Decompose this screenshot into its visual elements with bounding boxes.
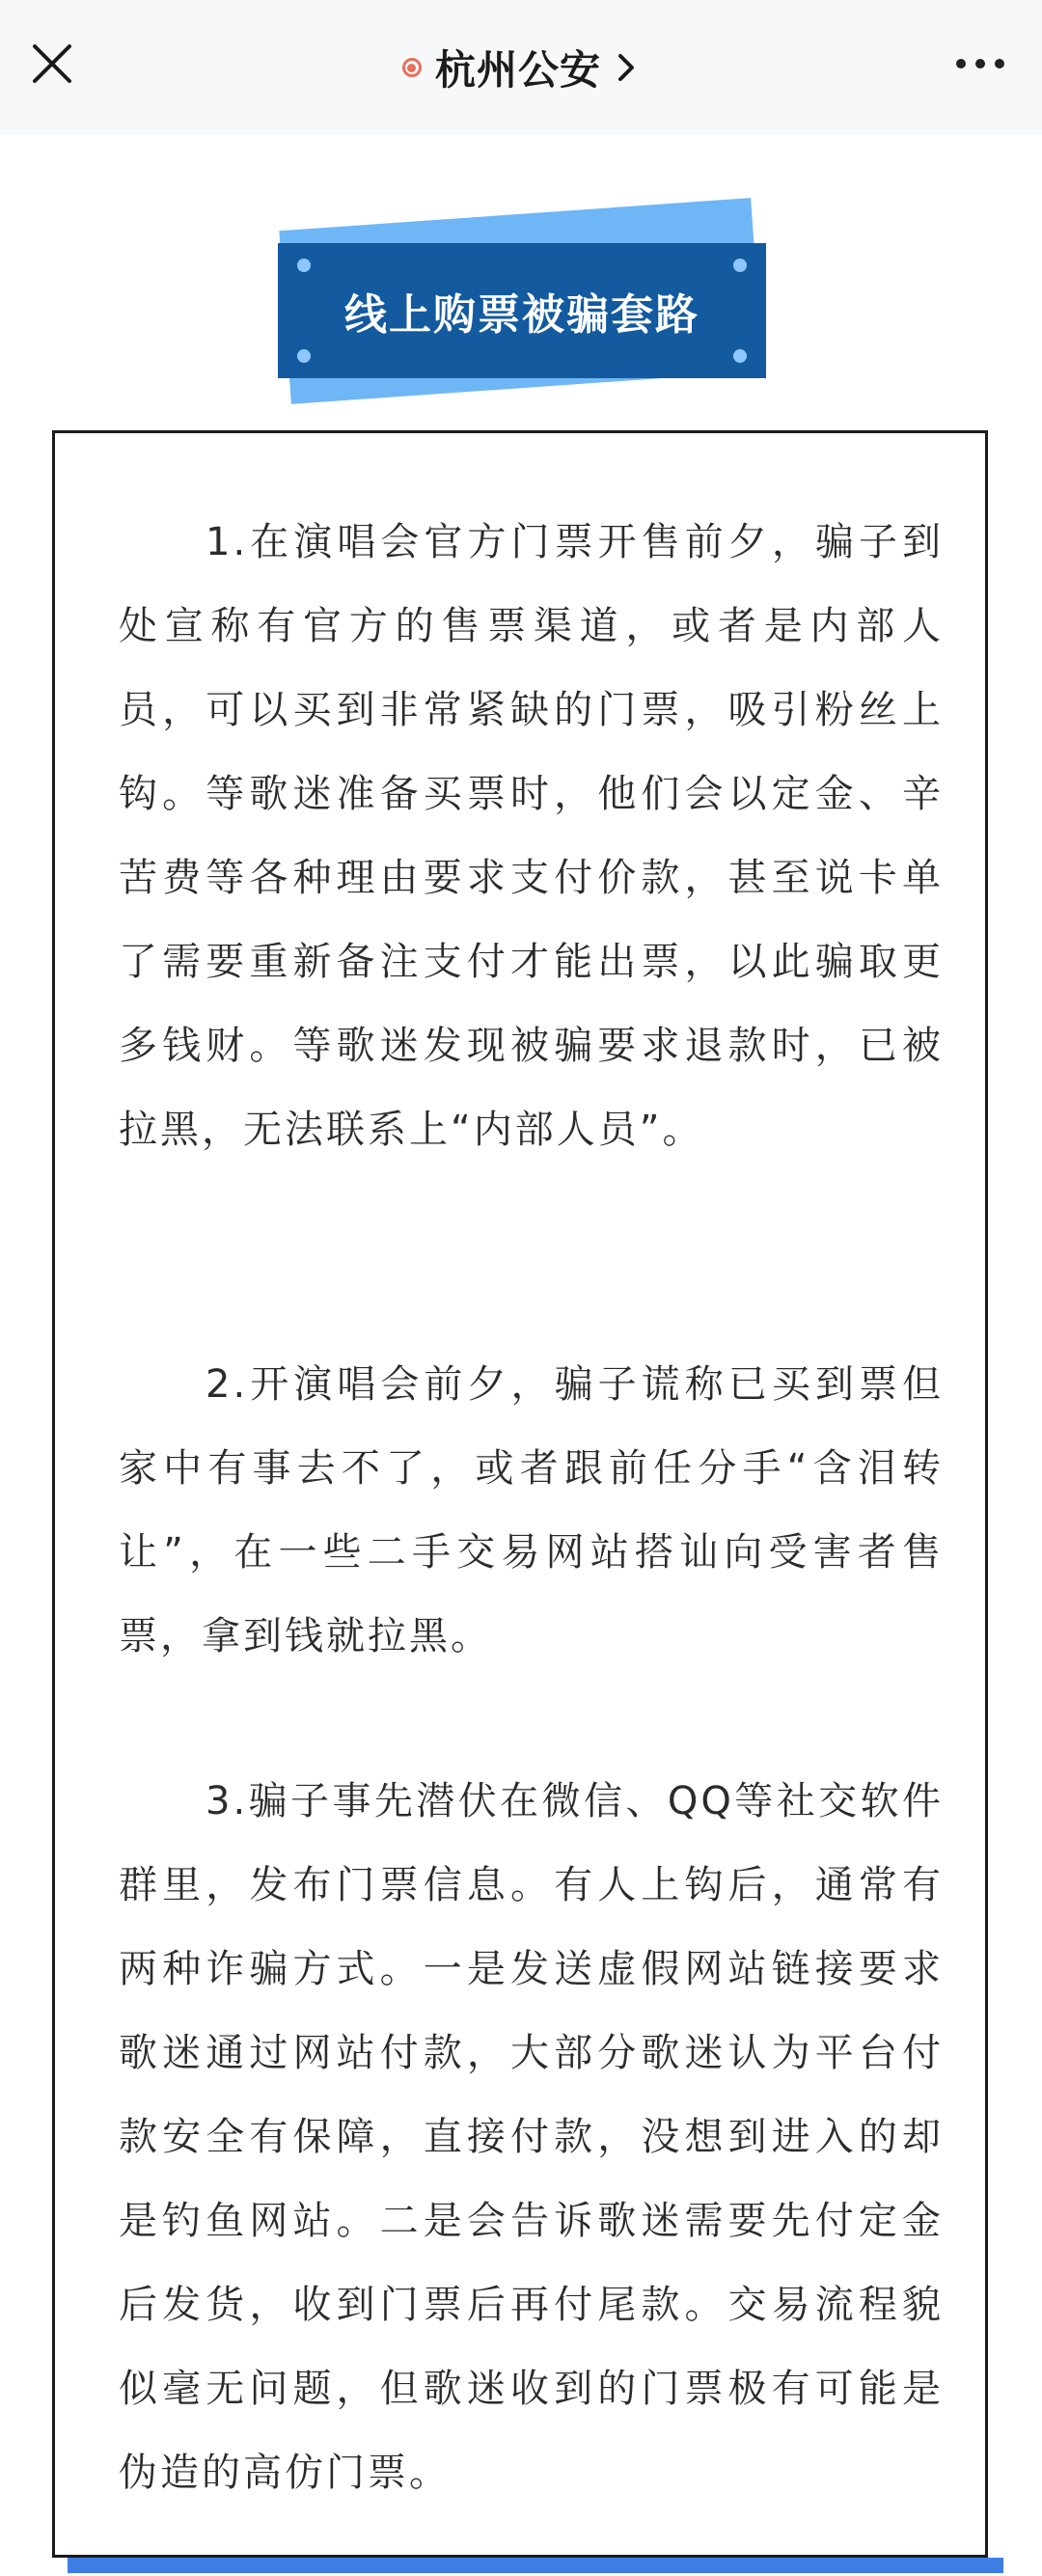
paragraph-3: 3.骗子事先潜伏在微信、QQ等社交软件群里，发布门票信息。有人上钩后，通常有两种诈骗方式。一是发送虚假网站链接要求歌迷通过网站付款，大部分歌迷认为平台付款安全有保障，直接付款，没想到进入的却是钓鱼网站。二是会告诉歌迷需要先付定金后发货，收到门票后再付尾款。交易流程貌似毫无问题，但歌迷收到的门票极有可能是伪造的高仿门票。 (119, 1779, 944, 2495)
more-icon (975, 59, 985, 69)
chevron-right-icon[interactable] (615, 48, 640, 87)
banner-dot (297, 349, 311, 363)
more-icon (995, 59, 1004, 69)
more-button[interactable] (942, 33, 1019, 95)
banner-dot (297, 259, 311, 272)
more-icon (956, 59, 966, 69)
content-box-accent-bar (68, 2558, 1003, 2573)
banner-dot (733, 259, 747, 272)
status-dot-icon (402, 58, 422, 77)
banner-dot (733, 349, 747, 363)
content-box (52, 430, 988, 2558)
paragraph-2: 2.开演唱会前夕，骗子谎称已买到票但家中有事去不了，或者跟前任分手“含泪转让”，在一些二手交易网站搭讪向受害者售票，拿到钱就拉黑。 (119, 1362, 944, 1658)
account-title[interactable] (0, 37, 1042, 98)
top-nav-bar (0, 0, 1042, 135)
banner-title: 线上购票被骗套路 (344, 290, 699, 340)
section-banner (278, 243, 766, 378)
paragraph-1: 1.在演唱会官方门票开售前夕，骗子到处宣称有官方的售票渠道，或者是内部人员，可以买到非常紧缺的门票，吸引粉丝上钩。等歌迷准备买票时，他们会以定金、辛苦费等各种理由要求支付价款，甚至说卡单了需要重新备注支付才能出票，以此骗取更多钱财。等歌迷发现被骗要求退款时，已被拉黑，无法联系上“内部人员”。 (119, 520, 944, 1152)
account-name[interactable]: 杭州公安 (434, 46, 601, 94)
